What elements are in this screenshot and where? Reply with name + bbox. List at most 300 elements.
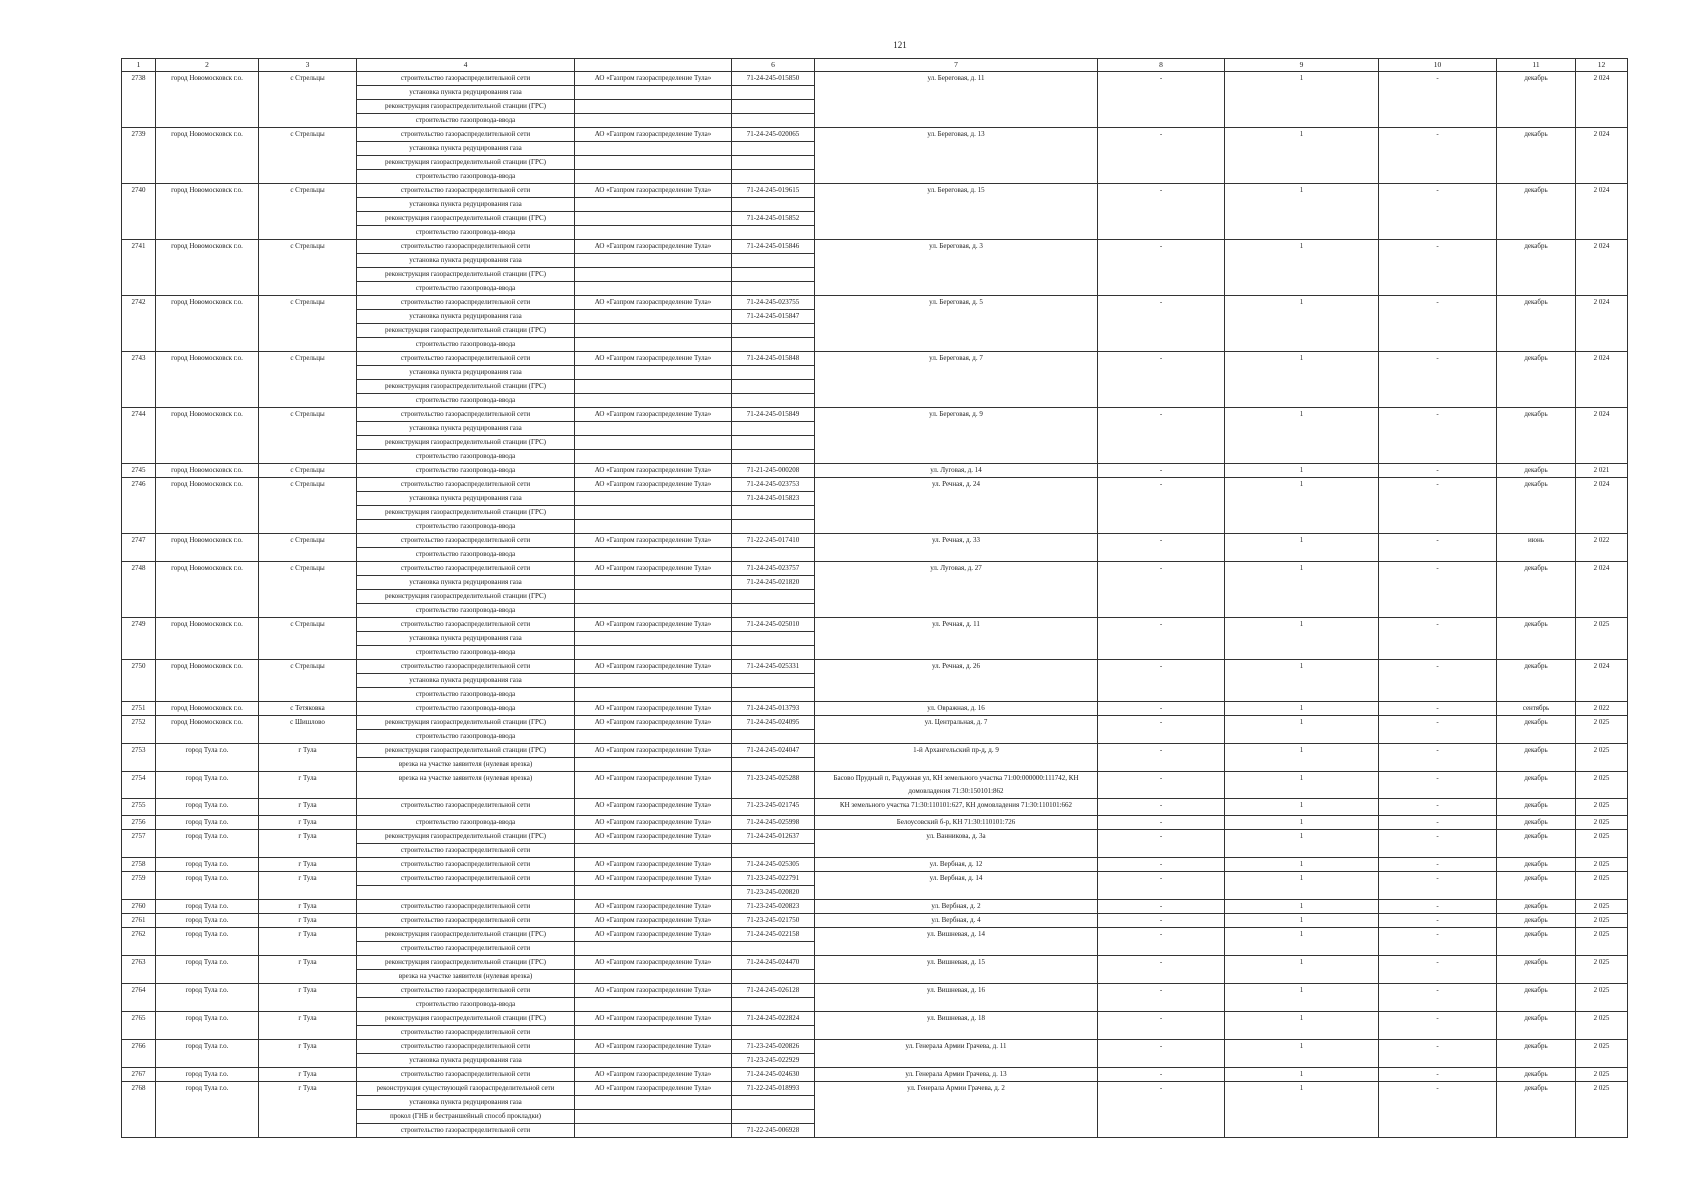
application-code xyxy=(732,604,815,618)
organization xyxy=(575,394,732,408)
month: декабрь xyxy=(1497,562,1576,618)
year: 2 024 xyxy=(1576,128,1628,184)
address: ул. Береговая, д. 7 xyxy=(815,352,1098,408)
month: декабрь xyxy=(1497,956,1576,984)
application-code: 71-24-245-025305 xyxy=(732,858,815,872)
application-code xyxy=(732,170,815,184)
table-row xyxy=(122,716,1628,730)
settlement: с Стрельцы xyxy=(259,478,357,534)
year: 2 025 xyxy=(1576,858,1628,872)
municipality: город Тула г.о. xyxy=(156,900,259,914)
address: ул. Береговая, д. 15 xyxy=(815,184,1098,240)
header-cell: 1 xyxy=(122,59,156,72)
col-10-value: - xyxy=(1379,1040,1497,1068)
header-cell: 10 xyxy=(1379,59,1497,72)
settlement: с Тетяковка xyxy=(259,702,357,716)
col-8-value: - xyxy=(1098,534,1225,562)
application-code xyxy=(732,520,815,534)
row-number: 2756 xyxy=(122,816,156,830)
col-9-value: 1 xyxy=(1225,1082,1379,1138)
col-10-value: - xyxy=(1379,1068,1497,1082)
application-code: 71-24-245-020065 xyxy=(732,128,815,142)
settlement: г Тула xyxy=(259,1068,357,1082)
col-8-value: - xyxy=(1098,744,1225,772)
table-row xyxy=(122,772,1628,799)
municipality: город Тула г.о. xyxy=(156,816,259,830)
organization xyxy=(575,730,732,744)
organization xyxy=(575,156,732,170)
organization: АО «Газпром газораспределение Тула» xyxy=(575,914,732,928)
work-type: строительство газораспределительной сети xyxy=(357,352,575,366)
table-row xyxy=(122,1082,1628,1096)
address: ул. Овражная, д. 16 xyxy=(815,702,1098,716)
work-type: врезка на участке заявителя (нулевая врезка) xyxy=(357,758,575,772)
col-10-value: - xyxy=(1379,956,1497,984)
organization: АО «Газпром газораспределение Тула» xyxy=(575,296,732,310)
row-number: 2738 xyxy=(122,72,156,128)
settlement: г Тула xyxy=(259,830,357,858)
row-number: 2748 xyxy=(122,562,156,618)
col-8-value: - xyxy=(1098,618,1225,660)
year: 2 024 xyxy=(1576,660,1628,702)
month: декабрь xyxy=(1497,1068,1576,1082)
work-type: реконструкция газораспределительной станции (ГРС) xyxy=(357,380,575,394)
settlement: г Тула xyxy=(259,799,357,816)
address: ул. Вишневая, д. 15 xyxy=(815,956,1098,984)
application-code: 71-24-245-025010 xyxy=(732,618,815,632)
row-number: 2754 xyxy=(122,772,156,799)
col-8-value: - xyxy=(1098,128,1225,184)
organization xyxy=(575,590,732,604)
settlement: г Тула xyxy=(259,914,357,928)
row-number: 2759 xyxy=(122,872,156,900)
year: 2 024 xyxy=(1576,352,1628,408)
municipality: город Тула г.о. xyxy=(156,830,259,858)
application-code xyxy=(732,506,815,520)
organization: АО «Газпром газораспределение Тула» xyxy=(575,816,732,830)
col-9-value: 1 xyxy=(1225,830,1379,858)
organization: АО «Газпром газораспределение Тула» xyxy=(575,478,732,492)
address: ул. Речная, д. 33 xyxy=(815,534,1098,562)
settlement: с Стрельцы xyxy=(259,240,357,296)
col-9-value: 1 xyxy=(1225,352,1379,408)
col-9-value: 1 xyxy=(1225,478,1379,534)
application-code xyxy=(732,590,815,604)
application-code: 71-23-245-021745 xyxy=(732,799,815,816)
organization: АО «Газпром газораспределение Тула» xyxy=(575,352,732,366)
application-code xyxy=(732,156,815,170)
col-10-value: - xyxy=(1379,562,1497,618)
work-type: строительство газораспределительной сети xyxy=(357,1124,575,1138)
work-type: строительство газопровода-ввода xyxy=(357,702,575,716)
col-9-value: 1 xyxy=(1225,858,1379,872)
col-8-value: - xyxy=(1098,1068,1225,1082)
work-type: врезка на участке заявителя (нулевая врезка) xyxy=(357,970,575,984)
municipality: город Тула г.о. xyxy=(156,799,259,816)
work-type: реконструкция газораспределительной станции (ГРС) xyxy=(357,324,575,338)
application-code xyxy=(732,380,815,394)
address: ул. Речная, д. 11 xyxy=(815,618,1098,660)
year: 2 025 xyxy=(1576,830,1628,858)
col-8-value: - xyxy=(1098,799,1225,816)
year: 2 025 xyxy=(1576,1082,1628,1138)
settlement: с Стрельцы xyxy=(259,408,357,464)
work-type: строительство газораспределительной сети xyxy=(357,128,575,142)
col-10-value: - xyxy=(1379,900,1497,914)
work-type: строительство газораспределительной сети xyxy=(357,660,575,674)
application-code: 71-23-245-022791 xyxy=(732,872,815,886)
row-number: 2761 xyxy=(122,914,156,928)
table-row xyxy=(122,618,1628,632)
work-type: строительство газораспределительной сети xyxy=(357,184,575,198)
row-number: 2739 xyxy=(122,128,156,184)
application-code: 71-24-245-024630 xyxy=(732,1068,815,1082)
work-type: строительство газопровода-ввода xyxy=(357,646,575,660)
row-number: 2741 xyxy=(122,240,156,296)
application-code xyxy=(732,366,815,380)
organization xyxy=(575,450,732,464)
work-type: строительство газораспределительной сети xyxy=(357,72,575,86)
application-code xyxy=(732,730,815,744)
col-8-value: - xyxy=(1098,716,1225,744)
application-code: 71-24-245-026128 xyxy=(732,984,815,998)
address: ул. Береговая, д. 11 xyxy=(815,72,1098,128)
municipality: город Новомосковск г.о. xyxy=(156,408,259,464)
municipality: город Тула г.о. xyxy=(156,872,259,900)
work-type: строительство газораспределительной сети xyxy=(357,1026,575,1040)
organization: АО «Газпром газораспределение Тула» xyxy=(575,1012,732,1026)
work-type: реконструкция газораспределительной станции (ГРС) xyxy=(357,212,575,226)
application-code xyxy=(732,100,815,114)
col-9-value: 1 xyxy=(1225,702,1379,716)
application-code xyxy=(732,970,815,984)
municipality: город Новомосковск г.о. xyxy=(156,352,259,408)
organization xyxy=(575,1054,732,1068)
application-code: 71-24-245-023755 xyxy=(732,296,815,310)
work-type: строительство газопровода-ввода xyxy=(357,114,575,128)
col-9-value: 1 xyxy=(1225,956,1379,984)
work-type: установка пункта редуцирования газа xyxy=(357,492,575,506)
organization xyxy=(575,548,732,562)
work-type: строительство газораспределительной сети xyxy=(357,844,575,858)
month: декабрь xyxy=(1497,128,1576,184)
application-code: 71-24-245-025331 xyxy=(732,660,815,674)
work-type: реконструкция газораспределительной станции (ГРС) xyxy=(357,156,575,170)
application-code xyxy=(732,114,815,128)
row-number: 2767 xyxy=(122,1068,156,1082)
table-row xyxy=(122,534,1628,548)
work-type: установка пункта редуцирования газа xyxy=(357,142,575,156)
work-type: строительство газопровода-ввода xyxy=(357,338,575,352)
organization xyxy=(575,212,732,226)
organization xyxy=(575,198,732,212)
row-number: 2753 xyxy=(122,744,156,772)
organization: АО «Газпром газораспределение Тула» xyxy=(575,1068,732,1082)
organization xyxy=(575,436,732,450)
organization xyxy=(575,86,732,100)
col-9-value: 1 xyxy=(1225,744,1379,772)
work-type: строительство газораспределительной сети xyxy=(357,296,575,310)
col-8-value: - xyxy=(1098,872,1225,900)
settlement: г Тула xyxy=(259,900,357,914)
application-code xyxy=(732,758,815,772)
organization xyxy=(575,366,732,380)
row-number: 2757 xyxy=(122,830,156,858)
settlement: г Тула xyxy=(259,1040,357,1068)
col-9-value: 1 xyxy=(1225,1068,1379,1082)
month: декабрь xyxy=(1497,744,1576,772)
address: Басово Прудный п, Радужная ул, КН земельного участка 71:00:000000:111742, КН домовладения 71:30:150101:862 xyxy=(815,772,1098,799)
col-8-value: - xyxy=(1098,478,1225,534)
header-cell: 9 xyxy=(1225,59,1379,72)
year: 2 025 xyxy=(1576,928,1628,956)
row-number: 2755 xyxy=(122,799,156,816)
year: 2 025 xyxy=(1576,900,1628,914)
application-code: 71-22-245-018993 xyxy=(732,1082,815,1096)
work-type: строительство газораспределительной сети xyxy=(357,478,575,492)
organization: АО «Газпром газораспределение Тула» xyxy=(575,744,732,758)
work-type: строительство газораспределительной сети xyxy=(357,858,575,872)
municipality: город Тула г.о. xyxy=(156,1068,259,1082)
address: ул. Луговая, д. 27 xyxy=(815,562,1098,618)
col-10-value: - xyxy=(1379,660,1497,702)
header-cell: 8 xyxy=(1098,59,1225,72)
col-10-value: - xyxy=(1379,872,1497,900)
table-row xyxy=(122,660,1628,674)
col-9-value: 1 xyxy=(1225,184,1379,240)
application-code xyxy=(732,646,815,660)
organization xyxy=(575,886,732,900)
organization: АО «Газпром газораспределение Тула» xyxy=(575,562,732,576)
col-8-value: - xyxy=(1098,296,1225,352)
application-code: 71-24-245-024047 xyxy=(732,744,815,758)
application-code xyxy=(732,324,815,338)
col-9-value: 1 xyxy=(1225,562,1379,618)
col-8-value: - xyxy=(1098,914,1225,928)
col-10-value: - xyxy=(1379,984,1497,1012)
table-row xyxy=(122,408,1628,422)
table-row xyxy=(122,72,1628,86)
work-type: установка пункта редуцирования газа xyxy=(357,1054,575,1068)
work-type: установка пункта редуцирования газа xyxy=(357,674,575,688)
settlement: г Тула xyxy=(259,984,357,1012)
address: ул. Береговая, д. 3 xyxy=(815,240,1098,296)
municipality: город Новомосковск г.о. xyxy=(156,296,259,352)
municipality: город Новомосковск г.о. xyxy=(156,618,259,660)
year: 2 024 xyxy=(1576,72,1628,128)
organization xyxy=(575,576,732,590)
year: 2 025 xyxy=(1576,716,1628,744)
organization: АО «Газпром газораспределение Тула» xyxy=(575,464,732,478)
organization xyxy=(575,422,732,436)
work-type: строительство газопровода-ввода xyxy=(357,520,575,534)
settlement: г Тула xyxy=(259,816,357,830)
col-10-value: - xyxy=(1379,858,1497,872)
organization xyxy=(575,268,732,282)
year: 2 024 xyxy=(1576,562,1628,618)
col-9-value: 1 xyxy=(1225,984,1379,1012)
col-9-value: 1 xyxy=(1225,772,1379,799)
register-table xyxy=(121,58,1628,1138)
col-10-value: - xyxy=(1379,464,1497,478)
col-10-value: - xyxy=(1379,478,1497,534)
header-cell: 3 xyxy=(259,59,357,72)
row-number: 2758 xyxy=(122,858,156,872)
organization xyxy=(575,114,732,128)
application-code xyxy=(732,422,815,436)
organization xyxy=(575,604,732,618)
application-code xyxy=(732,338,815,352)
address: ул. Береговая, д. 9 xyxy=(815,408,1098,464)
row-number: 2764 xyxy=(122,984,156,1012)
col-9-value: 1 xyxy=(1225,660,1379,702)
col-10-value: - xyxy=(1379,128,1497,184)
organization: АО «Газпром газораспределение Тула» xyxy=(575,618,732,632)
table-row xyxy=(122,240,1628,254)
organization xyxy=(575,226,732,240)
organization xyxy=(575,324,732,338)
organization xyxy=(575,646,732,660)
year: 2 025 xyxy=(1576,1068,1628,1082)
table-row xyxy=(122,352,1628,366)
municipality: город Новомосковск г.о. xyxy=(156,128,259,184)
settlement: с Стрельцы xyxy=(259,660,357,702)
col-8-value: - xyxy=(1098,702,1225,716)
col-10-value: - xyxy=(1379,816,1497,830)
application-code: 71-24-245-023757 xyxy=(732,562,815,576)
municipality: город Новомосковск г.о. xyxy=(156,702,259,716)
col-10-value: - xyxy=(1379,618,1497,660)
header-cell: 11 xyxy=(1497,59,1576,72)
col-9-value: 1 xyxy=(1225,408,1379,464)
work-type: реконструкция газораспределительной станции (ГРС) xyxy=(357,716,575,730)
application-code xyxy=(732,142,815,156)
month: декабрь xyxy=(1497,352,1576,408)
col-10-value: - xyxy=(1379,772,1497,799)
organization: АО «Газпром газораспределение Тула» xyxy=(575,1040,732,1054)
year: 2 025 xyxy=(1576,956,1628,984)
application-code: 71-22-245-006928 xyxy=(732,1124,815,1138)
application-code: 71-24-245-015852 xyxy=(732,212,815,226)
address: ул. Вербная, д. 12 xyxy=(815,858,1098,872)
month: декабрь xyxy=(1497,1012,1576,1040)
application-code xyxy=(732,942,815,956)
col-10-value: - xyxy=(1379,830,1497,858)
col-8-value: - xyxy=(1098,1082,1225,1138)
row-number: 2743 xyxy=(122,352,156,408)
work-type: врезка на участке заявителя (нулевая врезка) xyxy=(357,772,575,799)
year: 2 025 xyxy=(1576,816,1628,830)
organization: АО «Газпром газораспределение Тула» xyxy=(575,184,732,198)
table-row xyxy=(122,478,1628,492)
col-8-value: - xyxy=(1098,1012,1225,1040)
application-code: 71-24-245-015847 xyxy=(732,310,815,324)
year: 2 024 xyxy=(1576,240,1628,296)
col-10-value: - xyxy=(1379,72,1497,128)
settlement: с Стрельцы xyxy=(259,352,357,408)
col-9-value: 1 xyxy=(1225,928,1379,956)
application-code: 71-23-245-021750 xyxy=(732,914,815,928)
application-code xyxy=(732,998,815,1012)
month: декабрь xyxy=(1497,816,1576,830)
header-cell: 7 xyxy=(815,59,1098,72)
work-type: строительство газопровода-ввода xyxy=(357,226,575,240)
month: декабрь xyxy=(1497,984,1576,1012)
organization xyxy=(575,380,732,394)
organization xyxy=(575,142,732,156)
year: 2 025 xyxy=(1576,872,1628,900)
row-number: 2742 xyxy=(122,296,156,352)
month: декабрь xyxy=(1497,1040,1576,1068)
work-type: установка пункта редуцирования газа xyxy=(357,254,575,268)
application-code: 71-24-245-022824 xyxy=(732,1012,815,1026)
municipality: город Новомосковск г.о. xyxy=(156,72,259,128)
header-cell: 6 xyxy=(732,59,815,72)
address: ул. Луговая, д. 14 xyxy=(815,464,1098,478)
application-code xyxy=(732,632,815,646)
work-type: реконструкция газораспределительной станции (ГРС) xyxy=(357,830,575,844)
organization: АО «Газпром газораспределение Тула» xyxy=(575,830,732,844)
year: 2 024 xyxy=(1576,296,1628,352)
application-code xyxy=(732,268,815,282)
municipality: город Новомосковск г.о. xyxy=(156,562,259,618)
application-code: 71-24-245-013793 xyxy=(732,702,815,716)
table-row xyxy=(122,464,1628,478)
month: декабрь xyxy=(1497,660,1576,702)
organization: АО «Газпром газораспределение Тула» xyxy=(575,1082,732,1096)
application-code: 71-24-245-024470 xyxy=(732,956,815,970)
application-code xyxy=(732,548,815,562)
col-8-value: - xyxy=(1098,900,1225,914)
month: июнь xyxy=(1497,534,1576,562)
row-number: 2762 xyxy=(122,928,156,956)
row-number: 2740 xyxy=(122,184,156,240)
work-type: строительство газораспределительной сети xyxy=(357,534,575,548)
work-type: строительство газопровода-ввода xyxy=(357,282,575,296)
year: 2 025 xyxy=(1576,984,1628,1012)
row-number: 2745 xyxy=(122,464,156,478)
work-type: строительство газопровода-ввода xyxy=(357,450,575,464)
table-row xyxy=(122,562,1628,576)
table-row xyxy=(122,984,1628,998)
table-row xyxy=(122,928,1628,942)
organization: АО «Газпром газораспределение Тула» xyxy=(575,872,732,886)
organization: АО «Газпром газораспределение Тула» xyxy=(575,408,732,422)
col-10-value: - xyxy=(1379,240,1497,296)
municipality: город Новомосковск г.о. xyxy=(156,478,259,534)
col-9-value: 1 xyxy=(1225,716,1379,744)
municipality: город Тула г.о. xyxy=(156,928,259,956)
address: ул. Генерала Армии Грачева, д. 13 xyxy=(815,1068,1098,1082)
col-10-value: - xyxy=(1379,408,1497,464)
application-code: 71-21-245-000208 xyxy=(732,464,815,478)
organization xyxy=(575,100,732,114)
col-9-value: 1 xyxy=(1225,296,1379,352)
col-10-value: - xyxy=(1379,534,1497,562)
work-type: реконструкция газораспределительной станции (ГРС) xyxy=(357,436,575,450)
application-code xyxy=(732,450,815,464)
month: декабрь xyxy=(1497,408,1576,464)
table-row xyxy=(122,816,1628,830)
month: декабрь xyxy=(1497,464,1576,478)
municipality: город Новомосковск г.о. xyxy=(156,660,259,702)
work-type: строительство газораспределительной сети xyxy=(357,562,575,576)
work-type: установка пункта редуцирования газа xyxy=(357,1096,575,1110)
col-9-value: 1 xyxy=(1225,872,1379,900)
year: 2 025 xyxy=(1576,1012,1628,1040)
year: 2 021 xyxy=(1576,464,1628,478)
application-code: 71-24-245-015849 xyxy=(732,408,815,422)
